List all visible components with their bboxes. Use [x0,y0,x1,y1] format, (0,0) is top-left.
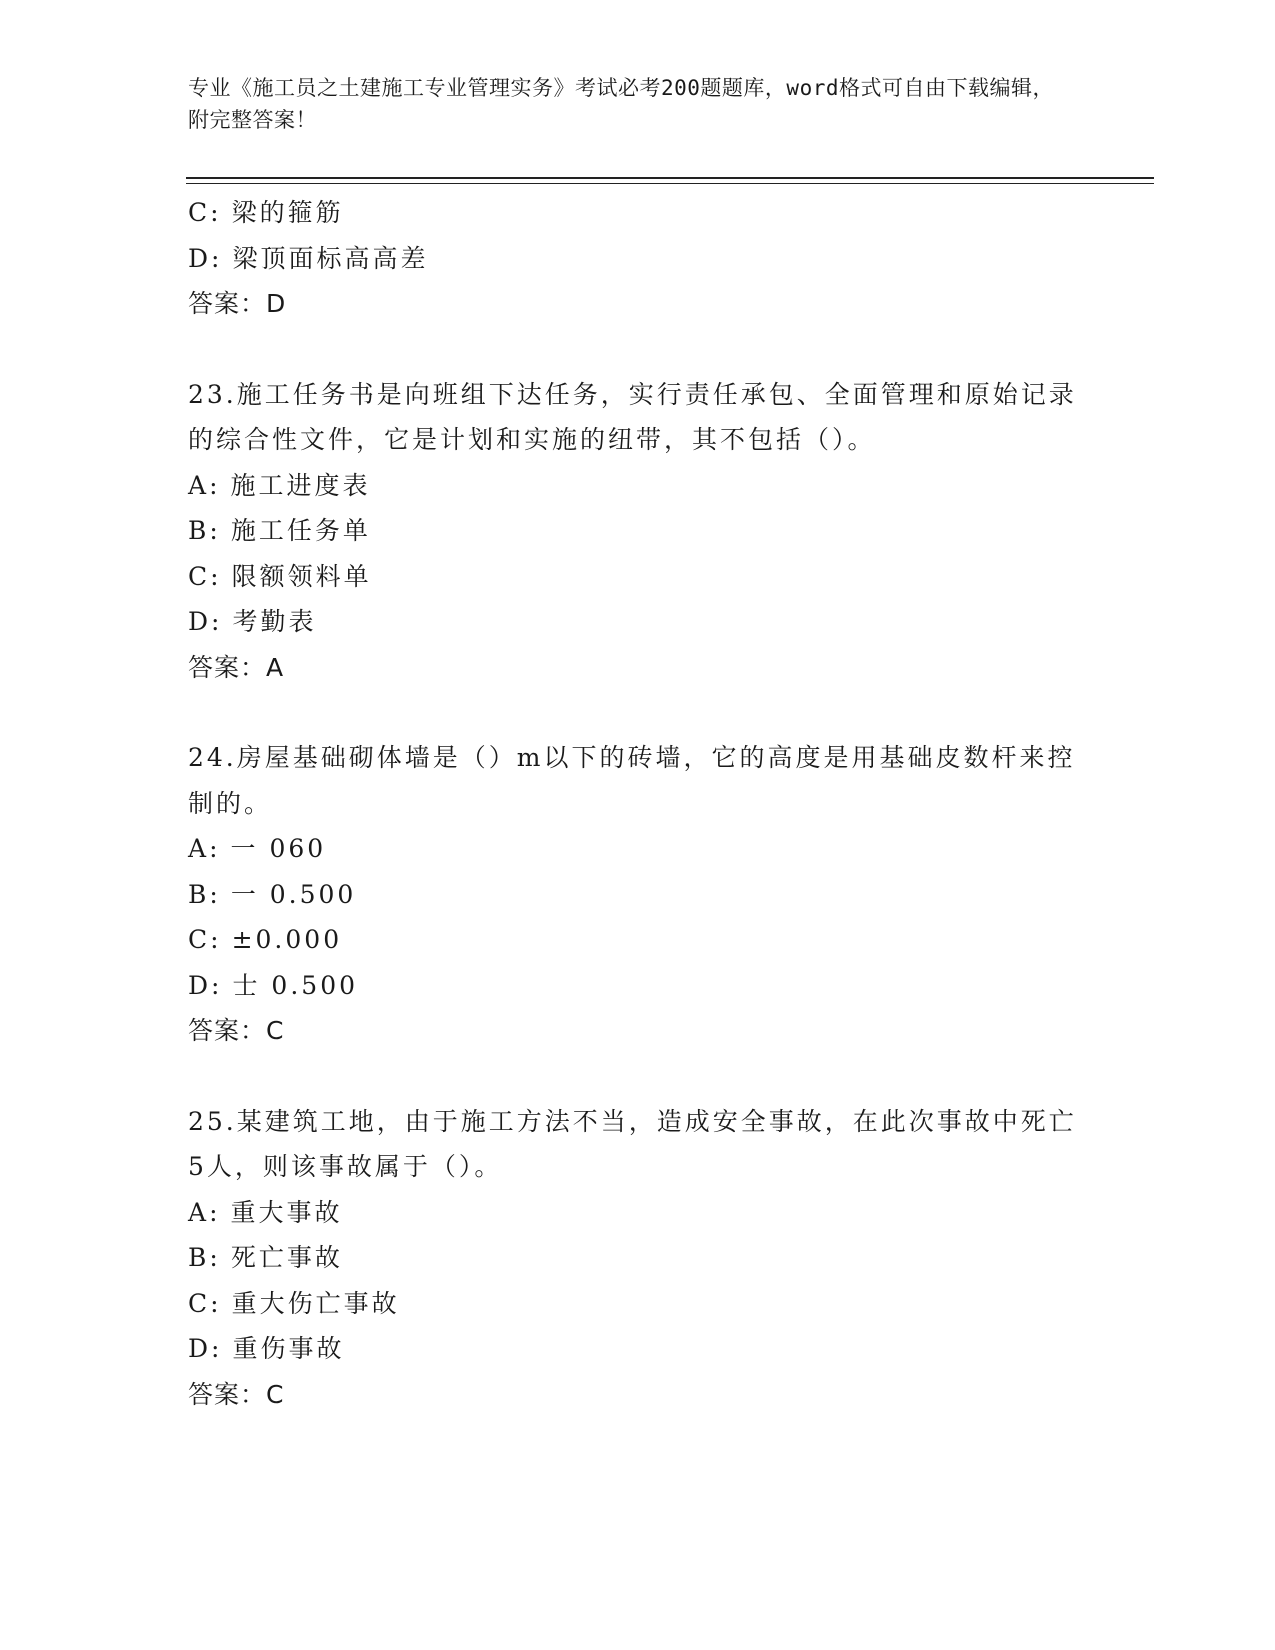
option-text: 限额领料单 [231,561,372,591]
question-25 [188,1099,1088,1418]
option-a [188,463,1088,509]
option-b [188,872,1088,918]
option-text: 考勤表 [232,607,317,636]
option-key: D [188,1334,212,1363]
option-separator: : [211,243,223,273]
question-number: 25. [188,1106,237,1136]
answer-value: C [266,1016,285,1045]
option-separator: : [209,1197,221,1227]
question-text: 施工任务书是向班组下达任务，实行责任承包、全面管理和原始记录的综合性文件，它是计划和实施的纽带，其不包括（）。 [188,379,1077,454]
option-text: 一 0.500 [230,879,357,909]
option-key: A [188,470,210,500]
question-text: 房屋基础砌体墙是（）m以下的砖墙，它的高度是用基础皮数杆来控制的。 [188,743,1076,818]
option-text: 重大伤亡事故 [231,1288,400,1318]
option-a [188,1190,1088,1236]
option-c [188,917,1088,963]
option-text: 重大事故 [230,1197,343,1227]
option-key: C [188,1288,211,1318]
option-text: 死亡事故 [230,1243,343,1272]
option-separator: : [210,198,222,227]
question-content [188,190,1088,1417]
answer-line [188,281,1088,327]
option-d [188,236,1088,282]
question-number: 23. [188,379,237,409]
option-separator: : [210,561,222,591]
answer-line [188,1372,1088,1418]
option-separator: : [209,1243,221,1272]
answer-label: 答案： [188,1016,267,1045]
header-rule-thick [186,177,1154,179]
answer-value: C [266,1379,285,1409]
question-text: 某建筑工地，由于施工方法不当，造成安全事故，在此次事故中死亡5人，则该事故属于（）。 [188,1106,1077,1181]
spacer [188,1054,1088,1099]
answer-value: D [266,289,287,318]
spacer [188,327,1088,372]
option-key: D [188,243,212,273]
option-text: ±0.000 [231,925,343,954]
option-separator: : [211,1334,223,1363]
question-stem [188,372,1088,463]
option-text: 一 060 [230,834,327,863]
option-separator: : [209,516,221,545]
option-key: D [188,607,212,636]
question-24 [188,735,1088,1054]
answer-line [188,645,1088,691]
option-d [188,963,1088,1009]
option-key: C [188,198,211,227]
option-text: 施工任务单 [230,516,371,545]
option-text: 梁的箍筋 [231,198,344,227]
option-separator: : [210,1288,222,1318]
option-d [188,1326,1088,1372]
previous-question-tail [188,190,1088,327]
spacer [188,690,1088,735]
option-text: 士 0.500 [232,970,359,1000]
option-key: C [188,561,211,591]
option-text: 梁顶面标高高差 [232,243,429,273]
option-key: B [188,1243,210,1272]
option-a [188,826,1088,872]
option-text: 施工进度表 [230,470,371,500]
option-separator: : [211,970,223,1000]
option-separator: : [209,834,221,863]
option-key: A [188,834,210,863]
option-c [188,1281,1088,1327]
answer-label: 答案： [188,289,267,318]
option-d [188,599,1088,645]
option-separator: : [209,470,221,500]
answer-line [188,1008,1088,1054]
option-b [188,508,1088,554]
answer-label: 答案： [188,652,267,682]
answer-value: A [266,652,285,682]
option-key: B [188,879,210,909]
option-key: A [188,1197,210,1227]
question-number: 24. [188,743,237,772]
option-separator: : [211,607,223,636]
header-rule-thin [186,183,1154,184]
question-stem [188,1099,1088,1190]
option-separator: : [209,879,221,909]
option-key: D [188,970,212,1000]
option-key: B [188,516,210,545]
option-separator: : [210,925,222,954]
option-text: 重伤事故 [232,1334,345,1363]
option-c [188,190,1088,236]
answer-label: 答案： [188,1379,267,1409]
option-b [188,1235,1088,1281]
question-23 [188,372,1088,691]
option-key: C [188,925,211,954]
option-c [188,554,1088,600]
question-stem [188,735,1088,826]
page-header: 专业《施工员之土建施工专业管理实务》考试必考200题题库，word格式可自由下载编辑，附完整答案！ [188,76,1054,132]
